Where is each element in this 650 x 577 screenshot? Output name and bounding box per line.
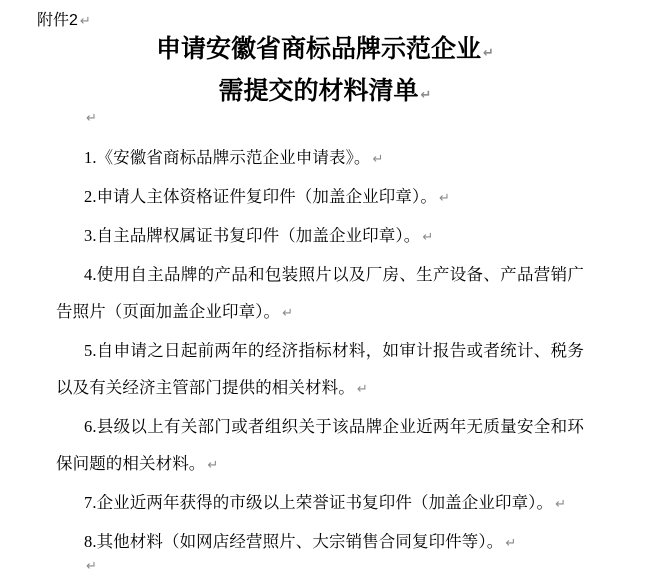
list-item bbox=[56, 217, 584, 256]
paragraph-mark-icon: ↵ bbox=[555, 497, 567, 512]
paragraph-mark-icon: ↵ bbox=[505, 536, 517, 551]
materials-list bbox=[56, 139, 584, 562]
list-item bbox=[56, 523, 584, 562]
list-item bbox=[56, 408, 584, 484]
list-item bbox=[56, 332, 584, 408]
list-item-text: 2.申请人主体资格证件复印件（加盖企业印章）。 bbox=[84, 187, 437, 206]
paragraph-mark-icon: ↵ bbox=[282, 306, 294, 321]
list-item-text: 4.使用自主品牌的产品和包装照片以及厂房、生产设备、产品营销广告照片（页面加盖企业印章）。 bbox=[56, 265, 584, 321]
paragraph-mark-icon: ↵ bbox=[422, 230, 434, 245]
list-item-text: 3.自主品牌权属证书复印件（加盖企业印章）。 bbox=[84, 226, 421, 245]
empty-paragraph-after-title bbox=[84, 108, 97, 128]
paragraph-mark-icon: ↵ bbox=[86, 559, 97, 574]
list-item-text: 8.其他材料（如网店经营照片、大宗销售合同复印件等）。 bbox=[84, 532, 504, 551]
paragraph-mark-icon: ↵ bbox=[79, 14, 91, 29]
page-title-line-1-text: 申请安徽省商标品牌示范企业 bbox=[156, 34, 482, 63]
list-item bbox=[56, 178, 584, 217]
attachment-label-text: 附件2 bbox=[37, 12, 78, 29]
paragraph-mark-icon: ↵ bbox=[207, 458, 219, 473]
paragraph-mark-icon: ↵ bbox=[372, 152, 384, 167]
list-item bbox=[56, 139, 584, 178]
paragraph-mark-icon: ↵ bbox=[438, 191, 450, 206]
list-item-text: 6.县级以上有关部门或者组织关于该品牌企业近两年无质量安全和环保问题的相关材料。 bbox=[56, 417, 584, 473]
paragraph-mark-icon: ↵ bbox=[86, 111, 97, 126]
list-item bbox=[56, 484, 584, 523]
paragraph-mark-icon: ↵ bbox=[483, 46, 494, 61]
page-title-line-1 bbox=[0, 30, 650, 72]
page-title-line-2 bbox=[0, 72, 650, 114]
list-item bbox=[56, 256, 584, 332]
paragraph-mark-icon: ↵ bbox=[420, 88, 432, 103]
page-title bbox=[0, 30, 650, 114]
list-item-text: 5.自申请之日起前两年的经济指标材料，如审计报告或者统计、税务以及有关经济主管部门提供的相关材料。 bbox=[56, 341, 584, 397]
list-item-text: 7.企业近两年获得的市级以上荣誉证书复印件（加盖企业印章）。 bbox=[84, 493, 554, 512]
list-item-text: 1.《安徽省商标品牌示范企业申请表》。 bbox=[84, 148, 371, 167]
paragraph-mark-icon: ↵ bbox=[356, 382, 368, 397]
empty-paragraph-trailing bbox=[84, 556, 97, 576]
page-title-line-2-text: 需提交的材料清单 bbox=[218, 76, 419, 105]
